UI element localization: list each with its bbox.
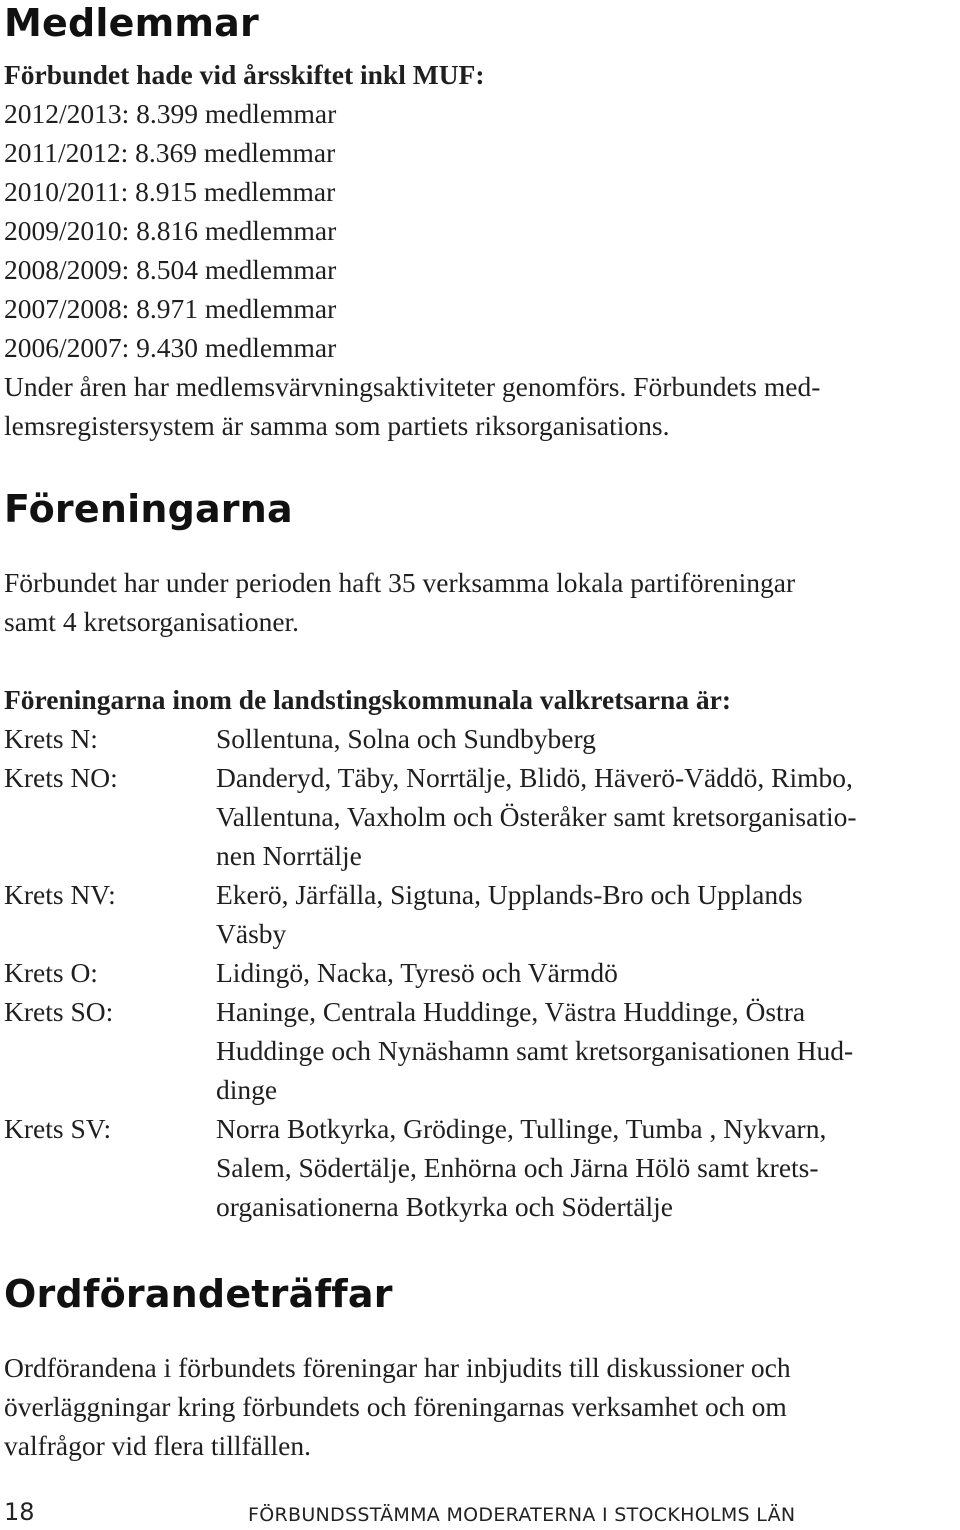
- krets-line: Salem, Södertälje, Enhörna och Järna Hölö samt krets-: [216, 1152, 819, 1183]
- ordforandetraffar-line: valfrågor vid flera tillfällen.: [4, 1430, 311, 1461]
- krets-line: Ekerö, Järfälla, Sigtuna, Upplands-Bro och Upplands: [216, 879, 803, 910]
- medlemmar-paragraph-line: lemsregistersystem är samma som partiets riksorganisations.: [4, 410, 670, 441]
- section-heading-medlemmar: Medlemmar: [4, 1, 259, 45]
- krets-label: Krets N:: [4, 723, 98, 754]
- krets-line: nen Norrtälje: [216, 840, 362, 871]
- ordforandetraffar-paragraph: [4, 1348, 954, 1465]
- footer-title: FÖRBUNDSSTÄMMA MODERATERNA I STOCKHOLMS LÄN: [248, 1504, 796, 1526]
- krets-label: Krets NO:: [4, 762, 118, 793]
- krets-label: Krets NV:: [4, 879, 116, 910]
- member-count-line: 2010/2011: 8.915 medlemmar: [4, 176, 336, 207]
- medlemmar-intro: Förbundet hade vid årsskiftet inkl MUF:: [4, 59, 485, 90]
- member-count-line: 2008/2009: 8.504 medlemmar: [4, 254, 337, 285]
- krets-row-so: [4, 992, 954, 1109]
- krets-line: Vallentuna, Vaxholm och Österåker samt kretsorganisatio-: [216, 801, 857, 832]
- krets-municipalities: [216, 758, 954, 875]
- krets-label: Krets SO:: [4, 996, 114, 1027]
- member-count-line: 2006/2007: 9.430 medlemmar: [4, 332, 337, 363]
- member-count-line: 2007/2008: 8.971 medlemmar: [4, 293, 337, 324]
- ordforandetraffar-line: Ordförandena i förbundets föreningar har inbjudits till diskussioner och: [4, 1352, 791, 1383]
- krets-line: Lidingö, Nacka, Tyresö och Värmdö: [216, 957, 618, 988]
- medlemmar-paragraph-line: Under åren har medlemsvärvningsaktiviteter genomförs. Förbundets med-: [4, 371, 821, 402]
- krets-municipalities: [216, 992, 954, 1109]
- krets-row-n: [4, 719, 954, 758]
- member-count-line: 2012/2013: 8.399 medlemmar: [4, 98, 337, 129]
- section-heading-foreningarna: Föreningarna: [4, 487, 293, 531]
- krets-municipalities: [216, 1109, 954, 1226]
- page-number: 18: [4, 1498, 35, 1526]
- medlemmar-section: [4, 55, 954, 445]
- foreningarna-intro-line: samt 4 kretsorganisationer.: [4, 606, 300, 637]
- krets-line: Danderyd, Täby, Norrtälje, Blidö, Häverö-Väddö, Rimbo,: [216, 762, 853, 793]
- krets-line: dinge: [216, 1074, 278, 1105]
- krets-line: Sollentuna, Solna och Sundbyberg: [216, 723, 596, 754]
- member-count-line: 2011/2012: 8.369 medlemmar: [4, 137, 336, 168]
- krets-row-no: [4, 758, 954, 875]
- krets-municipalities: [216, 875, 954, 953]
- krets-row-nv: [4, 875, 954, 953]
- foreningarna-intro: [4, 563, 954, 641]
- krets-heading: Föreningarna inom de landstingskommunala valkretsarna är:: [4, 684, 732, 715]
- foreningarna-intro-line: Förbundet har under perioden haft 35 verksamma lokala partiföreningar: [4, 567, 796, 598]
- krets-label: Krets SV:: [4, 1113, 112, 1144]
- krets-line: organisationerna Botkyrka och Södertälje: [216, 1191, 673, 1222]
- krets-municipalities: [216, 953, 954, 992]
- krets-municipalities: [216, 719, 954, 758]
- krets-line: Väsby: [216, 918, 287, 949]
- ordforandetraffar-line: överläggningar kring förbundets och föreningarnas verksamhet och om: [4, 1391, 787, 1422]
- krets-line: Norra Botkyrka, Grödinge, Tullinge, Tumba , Nykvarn,: [216, 1113, 827, 1144]
- krets-row-o: [4, 953, 954, 992]
- krets-label: Krets O:: [4, 957, 98, 988]
- krets-line: Haninge, Centrala Huddinge, Västra Huddinge, Östra: [216, 996, 806, 1027]
- section-heading-ordforandetraffar: Ordförandeträffar: [4, 1272, 393, 1316]
- krets-list: [4, 680, 954, 1226]
- krets-line: Huddinge och Nynäshamn samt kretsorganisationen Hud-: [216, 1035, 854, 1066]
- member-count-line: 2009/2010: 8.816 medlemmar: [4, 215, 337, 246]
- page-footer: [4, 1498, 954, 1530]
- krets-row-sv: [4, 1109, 954, 1226]
